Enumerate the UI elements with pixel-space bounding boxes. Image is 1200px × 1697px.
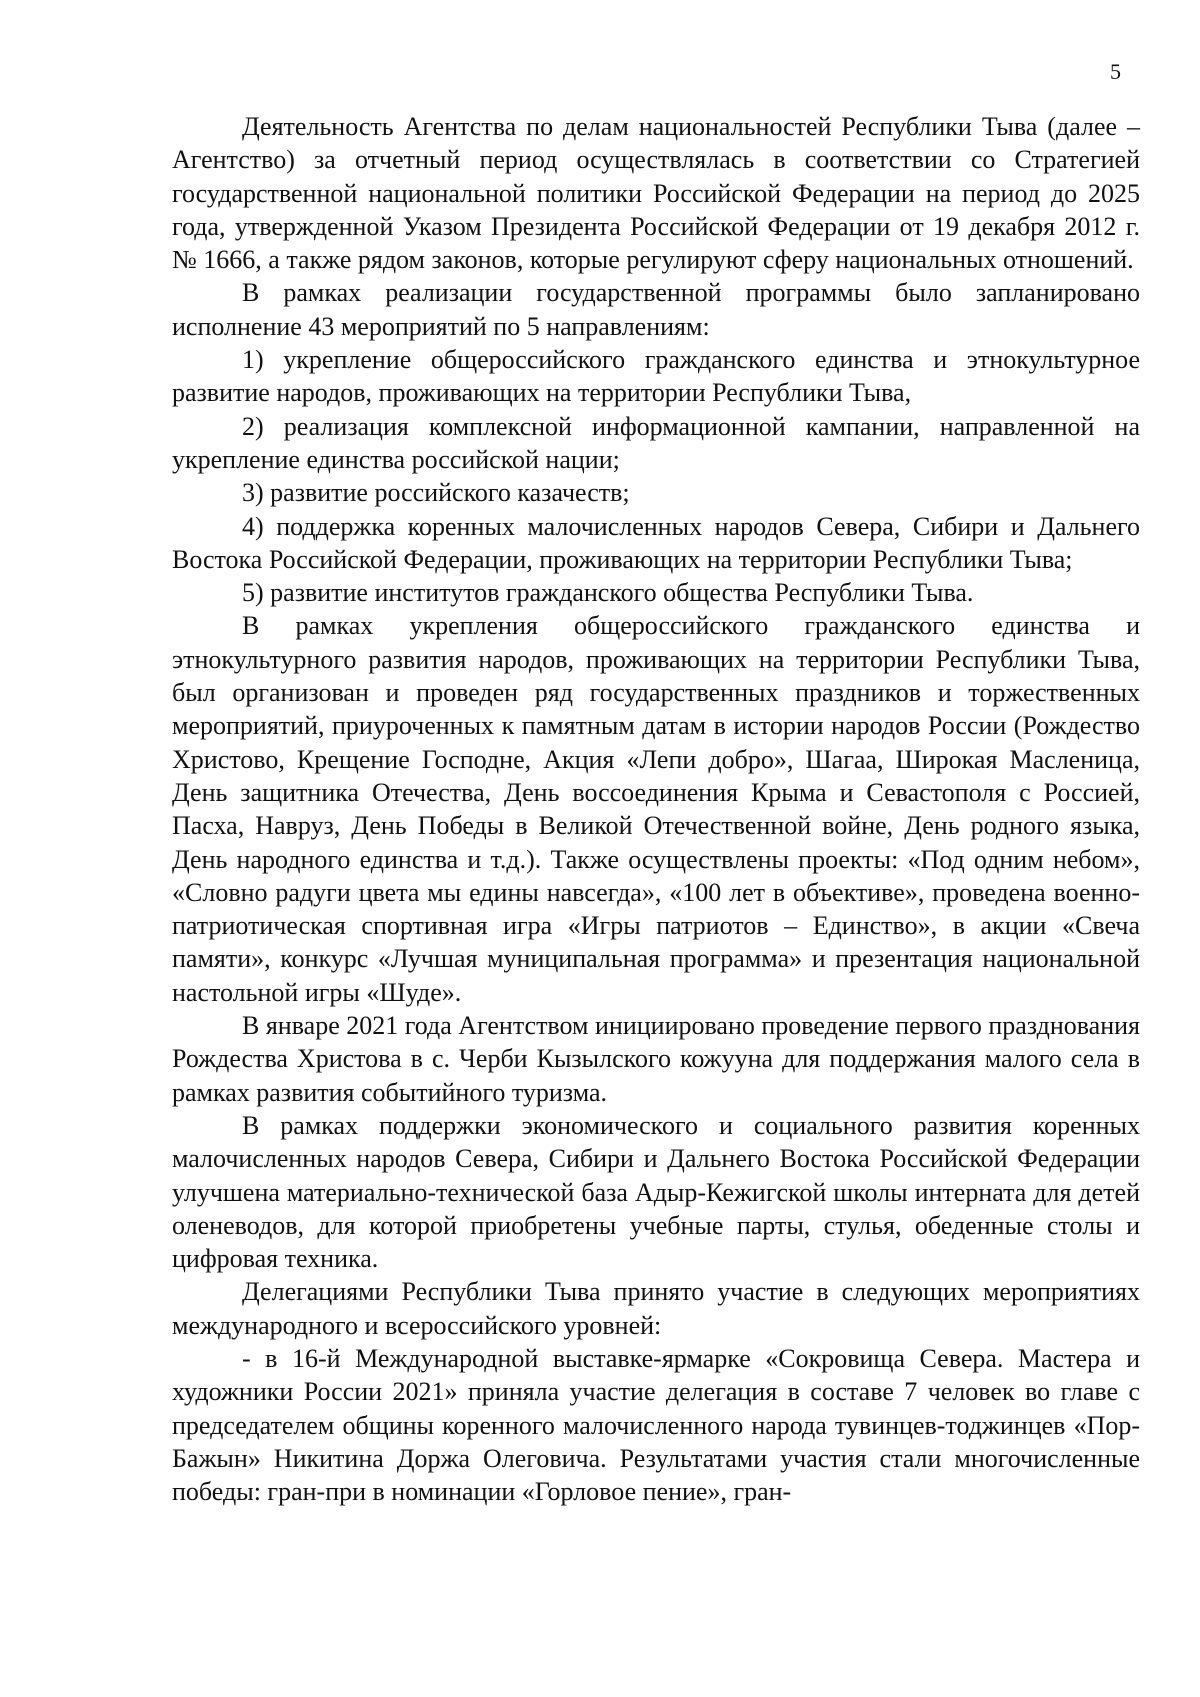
- list-item-3: 3) развитие российского казачеств;: [242, 478, 630, 508]
- paragraph-support: В рамках поддержки экономического и социального развития коренных малочисленных народов Севера, Сибири и Дальнего Востока Российской Федерации улучшена материально-технической база Адыр-Кежигской школы интерната для детей оленеводов, для которой приобретены учебные парты, стулья, обеденные столы и цифровая техника.: [172, 1110, 1140, 1274]
- page-number: 5: [1110, 59, 1121, 84]
- document-body: [172, 110, 1140, 1508]
- paragraph-intro: Деятельность Агентства по делам национальностей Республики Тыва (далее – Агентство) за отчетный период осуществлялась в соответствии со Стратегией государственной национальной политики Российской Федерации на период до 2025 года, утвержденной Указом Президента Российской Федерации от 19 декабря 2012 г. № 1666, а также рядом законов, которые регулируют сферу национальных отношений.: [172, 112, 1140, 275]
- paragraph-delegations: Делегациями Республики Тыва принято участие в следующих мероприятиях международного и всероссийского уровней:: [172, 1277, 1140, 1340]
- paragraph-exhibition: - в 16-й Международной выставке-ярмарке «Сокровища Севера. Мастера и художники России 2021» приняла участие делегация в составе 7 человек во главе с председателем общины коренного малочисленного народа тувинцев-тоджинцев «Пор-Бажын» Никитина Доржа Олеговича. Результатами участия стали многочисленные победы: гран-при в номинации «Горловое пение», гран-: [172, 1343, 1140, 1507]
- list-item-5: 5) развитие институтов гражданского общества Республики Тыва.: [242, 578, 974, 608]
- list-item-4: 4) поддержка коренных малочисленных народов Севера, Сибири и Дальнего Востока Российской Федерации, проживающих на территории Республики Тыва;: [172, 511, 1140, 574]
- paragraph-events: В рамках укрепления общероссийского гражданского единства и этнокультурного развития народов, проживающих на территории Республики Тыва, был организован и проведен ряд государственных праздников и торжественных мероприятий, приуроченных к памятным датам в истории народов России (Рождество Христово, Крещение Господне, Акция «Лепи добро», Шагаа, Широкая Масленица, День защитника Отечества, День воссоединения Крыма и Севастополя с Россией, Пасха, Навруз, День Победы в Великой Отечественной войне, День родного языка, День народного единства и т.д.). Также осуществлены проекты: «Под одним небом», «Словно радуги цвета мы едины навсегда», «100 лет в объективе», проведена военно-патриотическая спортивная игра «Игры патриотов – Единство», в акции «Свеча памяти», конкурс «Лучшая муниципальная программа» и презентация национальной настольной игры «Шуде».: [172, 611, 1140, 1007]
- list-item-1: 1) укрепление общероссийского гражданского единства и этнокультурное развитие народов, проживающих на территории Республики Тыва,: [172, 345, 1140, 408]
- paragraph-program: В рамках реализации государственной программы было запланировано исполнение 43 мероприятий по 5 направлениям:: [172, 278, 1140, 341]
- list-item-2: 2) реализация комплексной информационной кампании, направленной на укрепление единства российской нации;: [172, 411, 1140, 474]
- paragraph-christmas: В январе 2021 года Агентством инициировано проведение первого празднования Рождества Христова в с. Черби Кызылского кожууна для поддержания малого села в рамках развития событийного туризма.: [172, 1011, 1140, 1107]
